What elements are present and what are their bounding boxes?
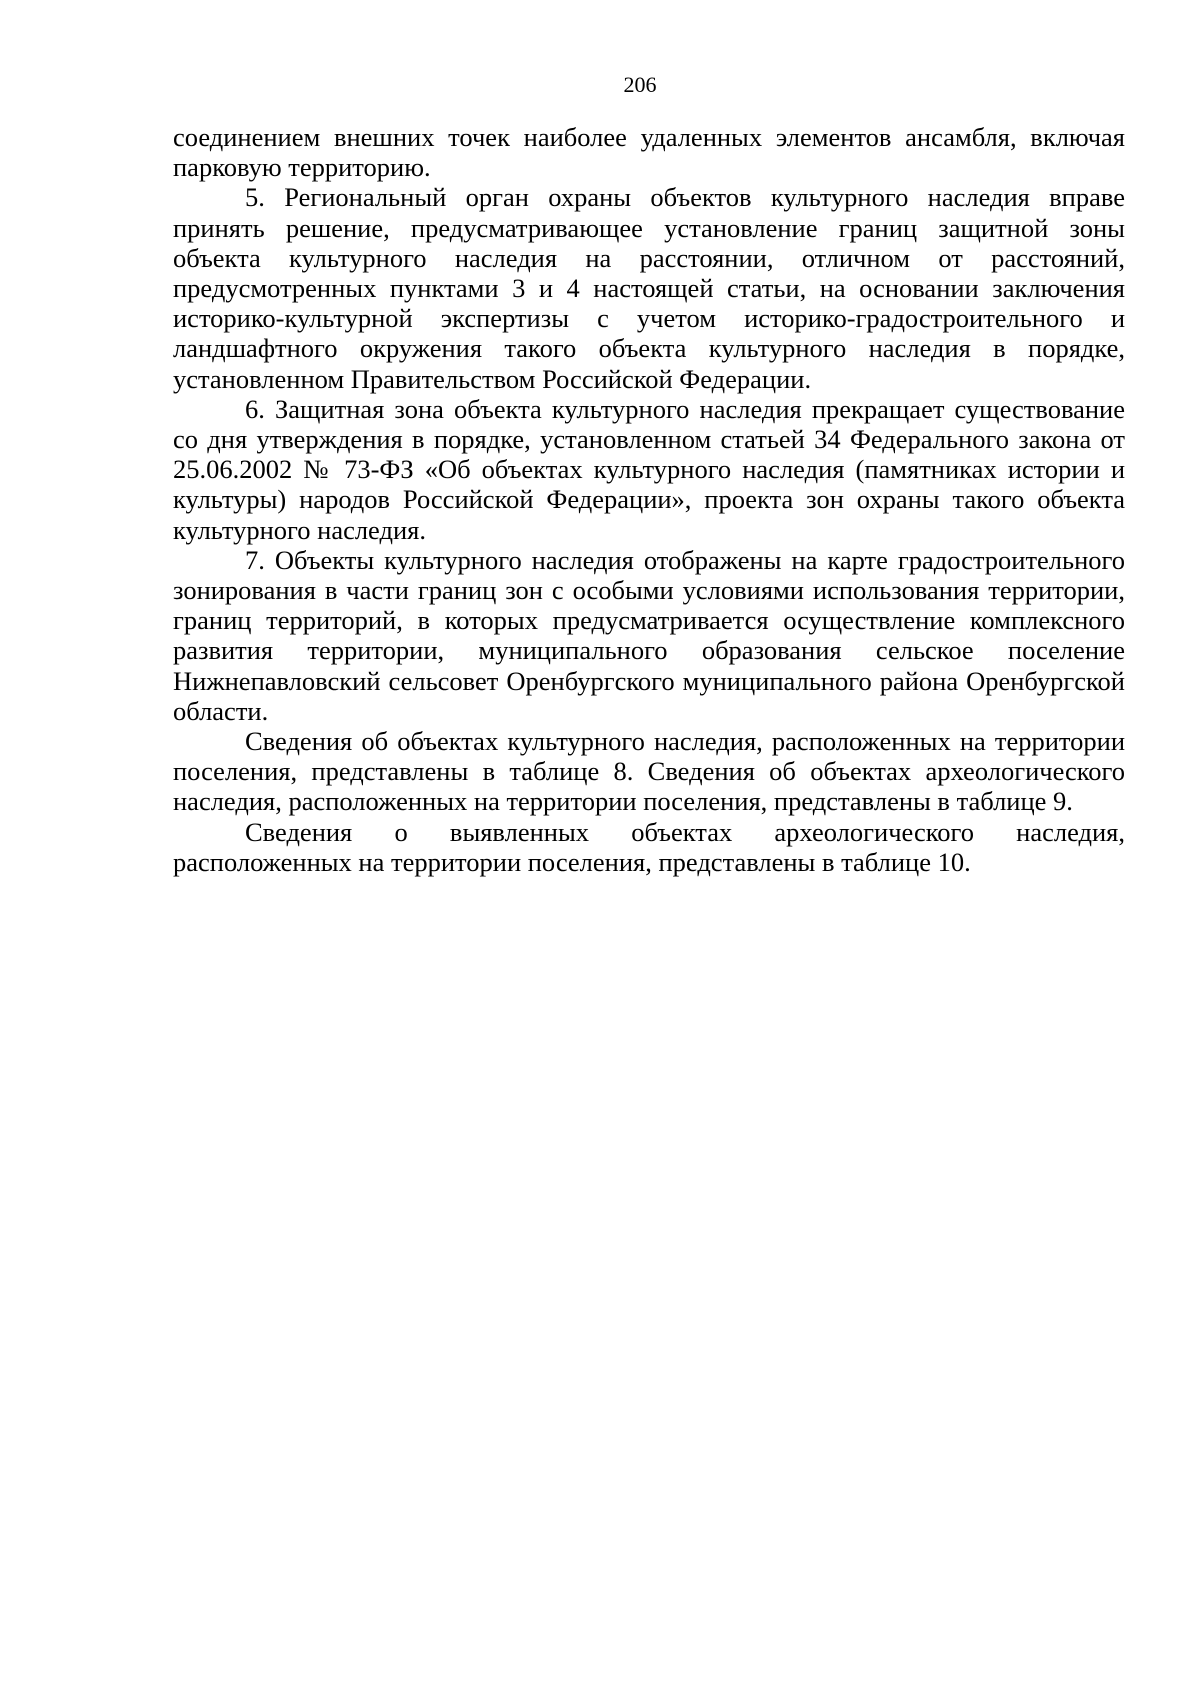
document-body	[173, 122, 1125, 877]
paragraph-heritage-tables: Сведения об объектах культурного наследия, расположенных на территории поселения, представлены в таблице 8. Сведения об объектах археологического наследия, расположенных на территории поселения, представлены в таблице 9.	[173, 726, 1125, 817]
paragraph-item-5: 5. Региональный орган охраны объектов культурного наследия вправе принять решение, предусматривающее установление границ защитной зоны объекта культурного наследия на расстоянии, отличном от расстояний, предусмотренных пунктами 3 и 4 настоящей статьи, на основании заключения историко-культурной экспертизы с учетом историко-градостроительного и ландшафтного окружения такого объекта культурного наследия в порядке, установленном Правительством Российской Федерации.	[173, 182, 1125, 394]
page-number: 206	[623, 72, 657, 97]
paragraph-item-6: 6. Защитная зона объекта культурного наследия прекращает существование со дня утверждения в порядке, установленном статьей 34 Федерального закона от 25.06.2002 № 73-ФЗ «Об объектах культурного наследия (памятниках истории и культуры) народов Российской Федерации», проекта зон охраны такого объекта культурного наследия.	[173, 393, 1125, 545]
paragraph-identified-objects: Сведения о выявленных объектах археологического наследия, расположенных на территории поселения, представлены в таблице 10.	[173, 816, 1125, 877]
paragraph-continuation: соединением внешних точек наиболее удаленных элементов ансамбля, включая парковую территорию.	[173, 122, 1125, 183]
paragraph-item-7: 7. Объекты культурного наследия отображены на карте градостроительного зонирования в части границ зон с особыми условиями использования территории, границ территорий, в которых предусматривается осуществление комплексного развития территории, муниципального образования сельское поселение Нижнепавловский сельсовет Оренбургского муниципального района Оренбургской области.	[173, 544, 1125, 726]
